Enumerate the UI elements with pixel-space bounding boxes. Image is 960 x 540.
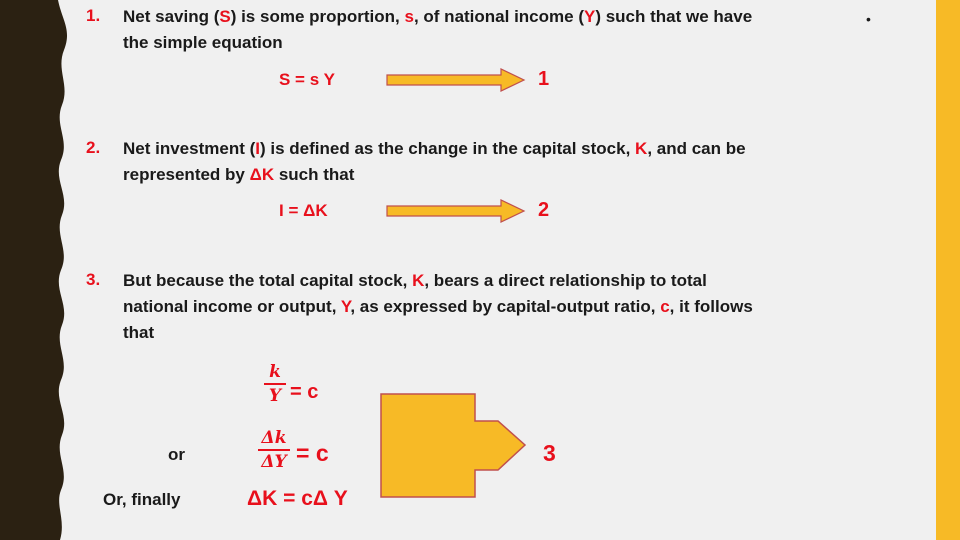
arrow-right-icon bbox=[386, 199, 526, 223]
equation-3: ΔK = cΔ Y bbox=[247, 487, 348, 510]
equation-1: S = s Y bbox=[279, 70, 335, 89]
fraction-k-over-y bbox=[264, 362, 286, 406]
item-3-line-1: But because the total capital stock, K, bears a direct relationship to total bbox=[123, 271, 707, 290]
equation-2-tag: 2 bbox=[538, 199, 550, 221]
equation-1-tag: 1 bbox=[538, 68, 550, 90]
left-decorative-band bbox=[0, 0, 70, 540]
or-label: or bbox=[168, 445, 185, 464]
arrow-right-icon bbox=[386, 68, 526, 92]
item-3-line-3: that bbox=[123, 323, 155, 342]
fraction-1-rhs: = c bbox=[290, 381, 319, 403]
fraction-2-rhs: = c bbox=[296, 440, 329, 466]
item-2-line-2: represented by ΔK such that bbox=[123, 165, 355, 184]
item-2-number: 2. bbox=[86, 138, 101, 157]
right-accent-band bbox=[936, 0, 960, 540]
bullet-marker: • bbox=[866, 11, 871, 27]
finally-label: Or, finally bbox=[103, 490, 181, 509]
fraction-denominator: Y bbox=[268, 386, 282, 406]
item-2-line-1: Net investment (I) is defined as the change in the capital stock, K, and can be bbox=[123, 139, 746, 158]
fraction-denominator: ΔY bbox=[261, 452, 287, 472]
fraction-bar bbox=[258, 449, 290, 451]
fraction-numerator: Δk bbox=[261, 428, 287, 448]
fraction-numerator: k bbox=[269, 362, 281, 382]
item-1-line-2: the simple equation bbox=[123, 33, 283, 52]
item-3-number: 3. bbox=[86, 270, 101, 289]
equation-3-tag: 3 bbox=[543, 440, 556, 466]
fraction-bar bbox=[264, 383, 286, 385]
equation-2: I = ΔK bbox=[279, 201, 328, 220]
fraction-dk-over-dy bbox=[258, 428, 290, 472]
item-1-number: 1. bbox=[86, 6, 101, 25]
item-1-line-1: Net saving (S) is some proportion, s, of national income (Y) such that we have bbox=[123, 7, 753, 26]
block-arrow-right-icon bbox=[380, 393, 530, 499]
item-3-line-2: national income or output, Y, as expressed by capital-output ratio, c, it follows bbox=[123, 297, 753, 316]
